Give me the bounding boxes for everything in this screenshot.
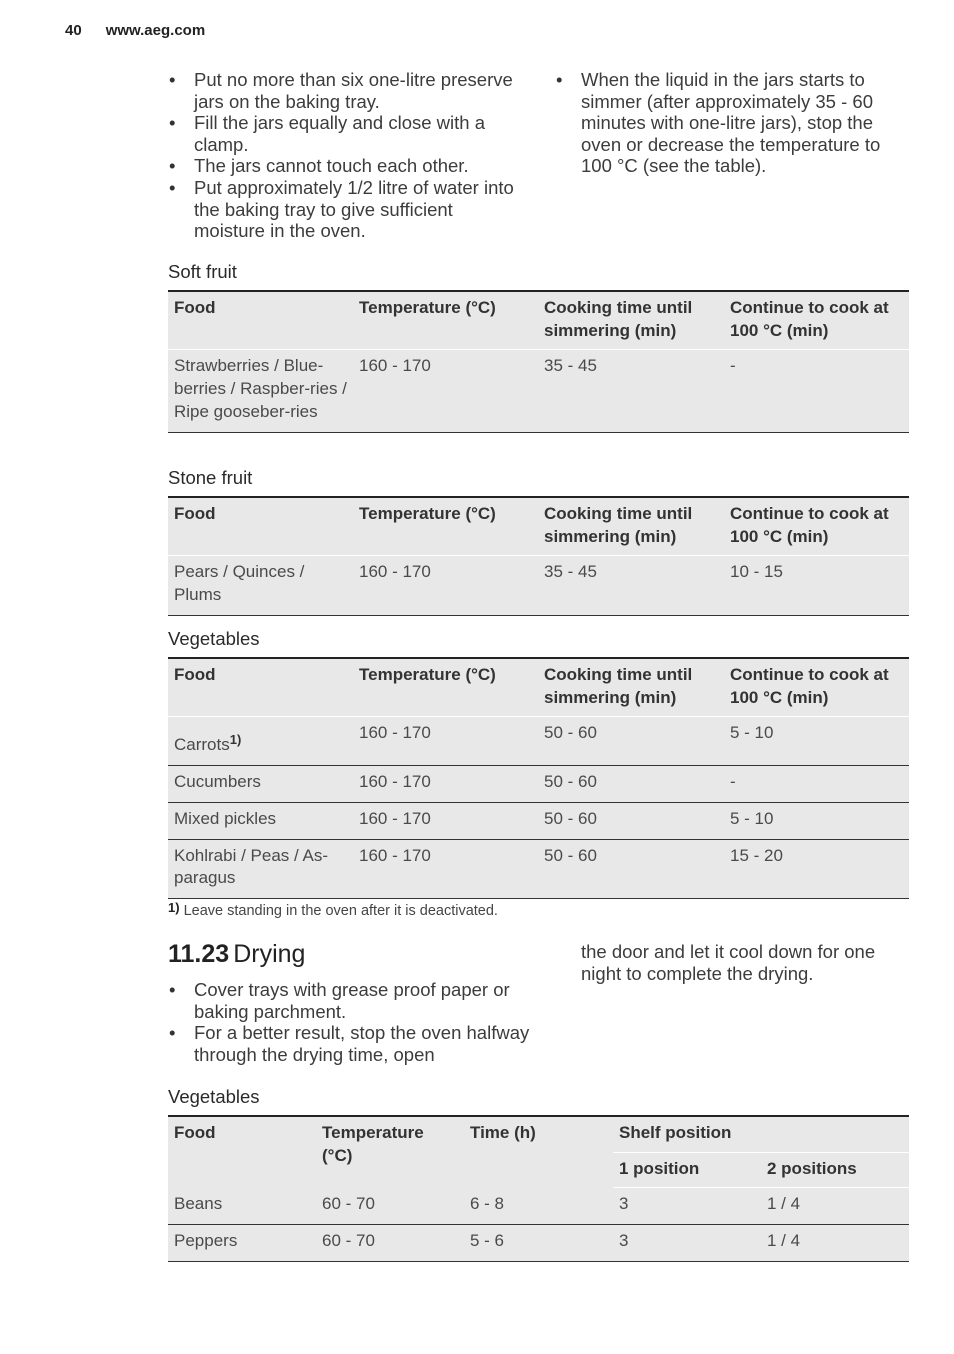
cell-temperature: 160 - 170 <box>353 556 538 615</box>
col-header-time: Time (h) <box>464 1116 613 1188</box>
list-item: • Fill the jars equally and close with a clamp. <box>168 112 518 155</box>
table-row <box>168 556 909 615</box>
vegetables-drying-table <box>168 1115 909 1262</box>
list-item: • For a better result, stop the oven halfway through the drying time, open <box>168 1022 538 1065</box>
vegetables-drying-label: Vegetables <box>168 1086 260 1107</box>
col-header-food: Food <box>168 1116 316 1188</box>
drying-continuation: the door and let it cool down for one night to complete the drying. <box>581 941 876 984</box>
section-title: Drying <box>233 940 306 968</box>
section-heading <box>168 940 305 969</box>
cell-temperature: 160 - 170 <box>353 802 538 839</box>
soft-fruit-table <box>168 290 909 433</box>
col-header-simmer-time: Cooking time until simmering (min) <box>538 658 724 717</box>
table-row <box>168 1225 909 1262</box>
col-header-temperature: Temperature (°C) <box>353 658 538 717</box>
cell-one-position: 3 <box>613 1188 761 1225</box>
cell-continue-time: 10 - 15 <box>724 556 909 615</box>
list-item: • When the liquid in the jars starts to simmer (after approximately 35 - 60 minutes with one-litre jars), stop the oven or decrease the temperature to 100 °C (see the table). <box>555 69 907 177</box>
col-header-temperature: Temperature (°C) <box>353 291 538 350</box>
cell-food-text: Carrots <box>174 735 230 755</box>
cell-continue-time: 5 - 10 <box>724 717 909 766</box>
cell-simmer-time: 35 - 45 <box>538 556 724 615</box>
table-footnote <box>168 900 498 919</box>
page-number: 40 <box>65 22 82 39</box>
table-row <box>168 350 909 432</box>
stone-fruit-table <box>168 496 909 616</box>
jar-instructions-left <box>168 69 518 242</box>
vegetables-preserve-table <box>168 657 909 899</box>
cell-temperature: 160 - 170 <box>353 839 538 898</box>
cell-simmer-time: 50 - 60 <box>538 839 724 898</box>
table-row <box>168 766 909 803</box>
cell-food: Strawberries / Blue-berries / Raspber-ries / Ripe gooseber-ries <box>168 350 353 432</box>
col-header-two-positions: 2 positions <box>761 1152 909 1188</box>
col-header-continue-time: Continue to cook at 100 °C (min) <box>724 497 909 556</box>
cell-temperature: 160 - 170 <box>353 766 538 803</box>
cell-temperature: 60 - 70 <box>316 1225 464 1262</box>
cell-temperature: 160 - 170 <box>353 717 538 766</box>
cell-continue-time: - <box>724 766 909 803</box>
jar-instructions-right <box>555 69 907 177</box>
cell-continue-time: 15 - 20 <box>724 839 909 898</box>
cell-two-positions: 1 / 4 <box>761 1188 909 1225</box>
col-header-food: Food <box>168 291 353 350</box>
col-header-food: Food <box>168 497 353 556</box>
cell-two-positions: 1 / 4 <box>761 1225 909 1262</box>
drying-instructions <box>168 979 538 1065</box>
col-header-continue-time: Continue to cook at 100 °C (min) <box>724 291 909 350</box>
cell-continue-time: - <box>724 350 909 432</box>
section-number: 11.23 <box>168 940 230 968</box>
cell-time: 5 - 6 <box>464 1225 613 1262</box>
table-row <box>168 1188 909 1225</box>
cell-food: Peppers <box>168 1225 316 1262</box>
cell-food: Cucumbers <box>168 766 353 803</box>
footnote-mark: 1) <box>229 732 242 748</box>
cell-food: Mixed pickles <box>168 802 353 839</box>
cell-food: Pears / Quinces / Plums <box>168 556 353 615</box>
col-header-food: Food <box>168 658 353 717</box>
col-header-one-position: 1 position <box>613 1152 761 1188</box>
col-header-continue-time: Continue to cook at 100 °C (min) <box>724 658 909 717</box>
list-item: • Put no more than six one-litre preserve jars on the baking tray. <box>168 69 518 112</box>
list-item: • Cover trays with grease proof paper or baking parchment. <box>168 979 538 1022</box>
table-row <box>168 802 909 839</box>
cell-simmer-time: 50 - 60 <box>538 802 724 839</box>
table-row <box>168 839 909 898</box>
cell-temperature: 160 - 170 <box>353 350 538 432</box>
cell-food <box>168 717 353 766</box>
cell-temperature: 60 - 70 <box>316 1188 464 1225</box>
soft-fruit-label: Soft fruit <box>168 261 237 282</box>
table-row <box>168 717 909 766</box>
list-item: • Put approximately 1/2 litre of water into the baking tray to give sufficient moisture in the oven. <box>168 177 518 242</box>
col-header-shelf-position: Shelf position <box>613 1116 909 1152</box>
col-header-simmer-time: Cooking time until simmering (min) <box>538 291 724 350</box>
stone-fruit-label: Stone fruit <box>168 467 253 488</box>
page-header <box>65 22 205 39</box>
vegetables-preserve-label: Vegetables <box>168 628 260 649</box>
col-header-temperature: Temperature (°C) <box>316 1116 464 1188</box>
footnote-text: Leave standing in the oven after it is deactivated. <box>183 903 498 919</box>
footnote-mark: 1) <box>168 900 180 915</box>
cell-simmer-time: 50 - 60 <box>538 717 724 766</box>
cell-continue-time: 5 - 10 <box>724 802 909 839</box>
list-item: • The jars cannot touch each other. <box>168 155 518 177</box>
cell-one-position: 3 <box>613 1225 761 1262</box>
cell-simmer-time: 35 - 45 <box>538 350 724 432</box>
col-header-simmer-time: Cooking time until simmering (min) <box>538 497 724 556</box>
site-url: www.aeg.com <box>105 22 206 39</box>
cell-time: 6 - 8 <box>464 1188 613 1225</box>
cell-food: Beans <box>168 1188 316 1225</box>
col-header-temperature: Temperature (°C) <box>353 497 538 556</box>
cell-simmer-time: 50 - 60 <box>538 766 724 803</box>
cell-food: Kohlrabi / Peas / As-paragus <box>168 839 353 898</box>
